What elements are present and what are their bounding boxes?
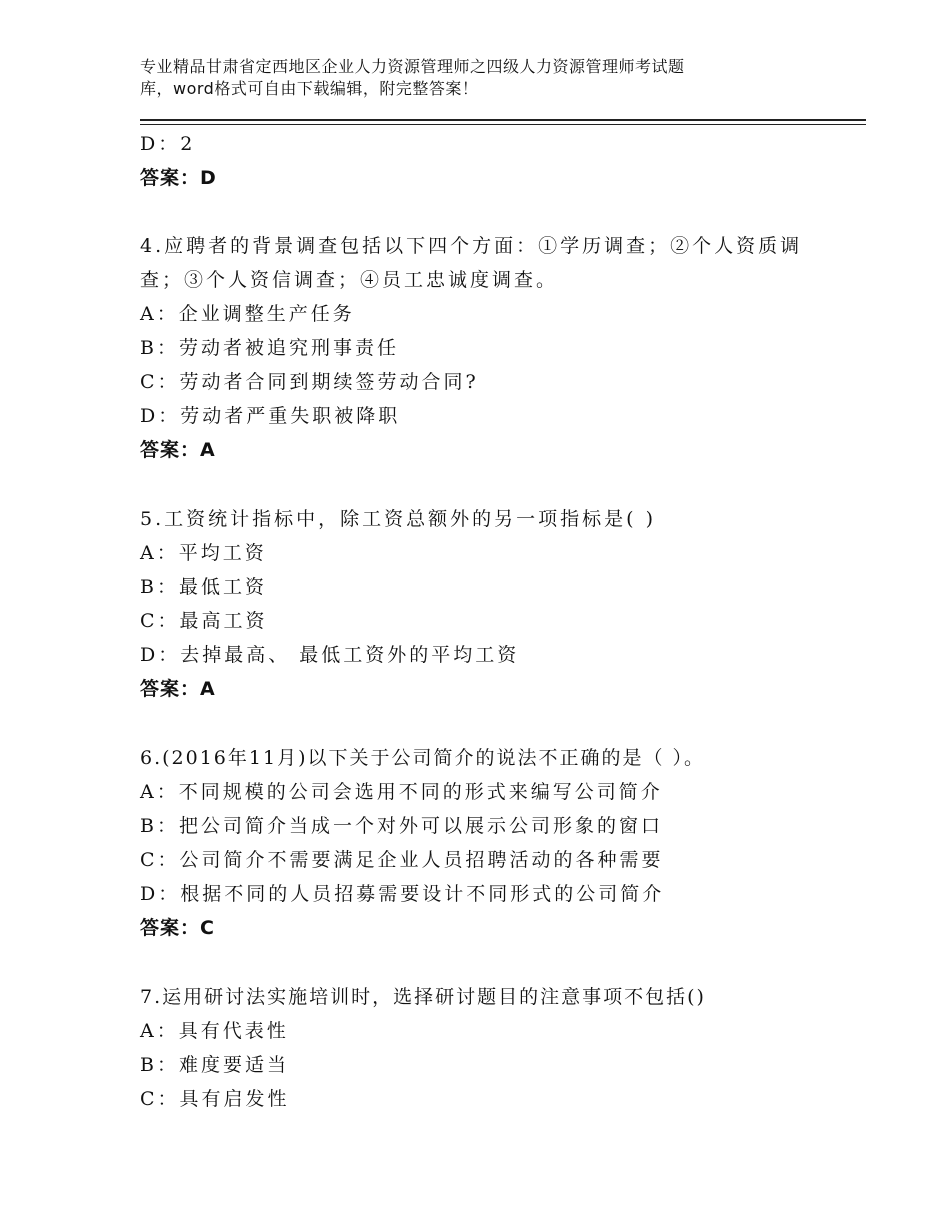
q7-option-c: C：具有启发性 [140,1088,290,1110]
q4-option-b: B：劳动者被追究刑事责任 [140,337,399,359]
q6-stem: 6.(2016年11月)以下关于公司简介的说法不正确的是（ ）。 [140,747,706,769]
q4-answer: 答案：A [140,439,216,461]
q4-option-d: D：劳动者严重失职被降职 [140,405,401,427]
header-divider-thin [140,124,866,125]
q3-option-d: D：2 [140,133,196,155]
q5-option-c: C：最高工资 [140,610,268,632]
q5-option-b: B：最低工资 [140,576,267,598]
header-line-1: 专业精品甘肃省定西地区企业人力资源管理师之四级人力资源管理师考试题 [140,57,685,76]
q6-option-b: B：把公司简介当成一个对外可以展示公司形象的窗口 [140,815,663,837]
document-header [140,56,780,100]
q6-answer: 答案：C [140,917,215,939]
q6-option-d: D：根据不同的人员招募需要设计不同形式的公司简介 [140,883,665,905]
q7-option-b: B：难度要适当 [140,1054,289,1076]
q4-option-c: C：劳动者合同到期续签劳动合同? [140,371,479,393]
q4-option-a: A：企业调整生产任务 [140,303,355,325]
q6-option-c: C：公司简介不需要满足企业人员招聘活动的各种需要 [140,849,664,871]
q4-stem-line-2: 查；③个人资信调查；④员工忠诚度调查。 [140,269,559,291]
q6-option-a: A：不同规模的公司会选用不同的形式来编写公司简介 [140,781,663,803]
header-line-2: 库，word格式可自由下载编辑，附完整答案！ [140,79,479,98]
q5-option-d: D：去掉最高、 最低工资外的平均工资 [140,644,520,666]
q3-answer: 答案：D [140,167,217,189]
q5-option-a: A：平均工资 [140,542,267,564]
q5-stem: 5.工资统计指标中，除工资总额外的另一项指标是( ) [140,508,656,530]
q4-stem-line-1: 4.应聘者的背景调查包括以下四个方面：①学历调查；②个人资质调 [140,235,803,257]
header-divider-thick [140,119,866,121]
q7-option-a: A：具有代表性 [140,1020,289,1042]
q7-stem: 7.运用研讨法实施培训时，选择研讨题目的注意事项不包括() [140,986,706,1008]
q5-answer: 答案：A [140,678,216,700]
